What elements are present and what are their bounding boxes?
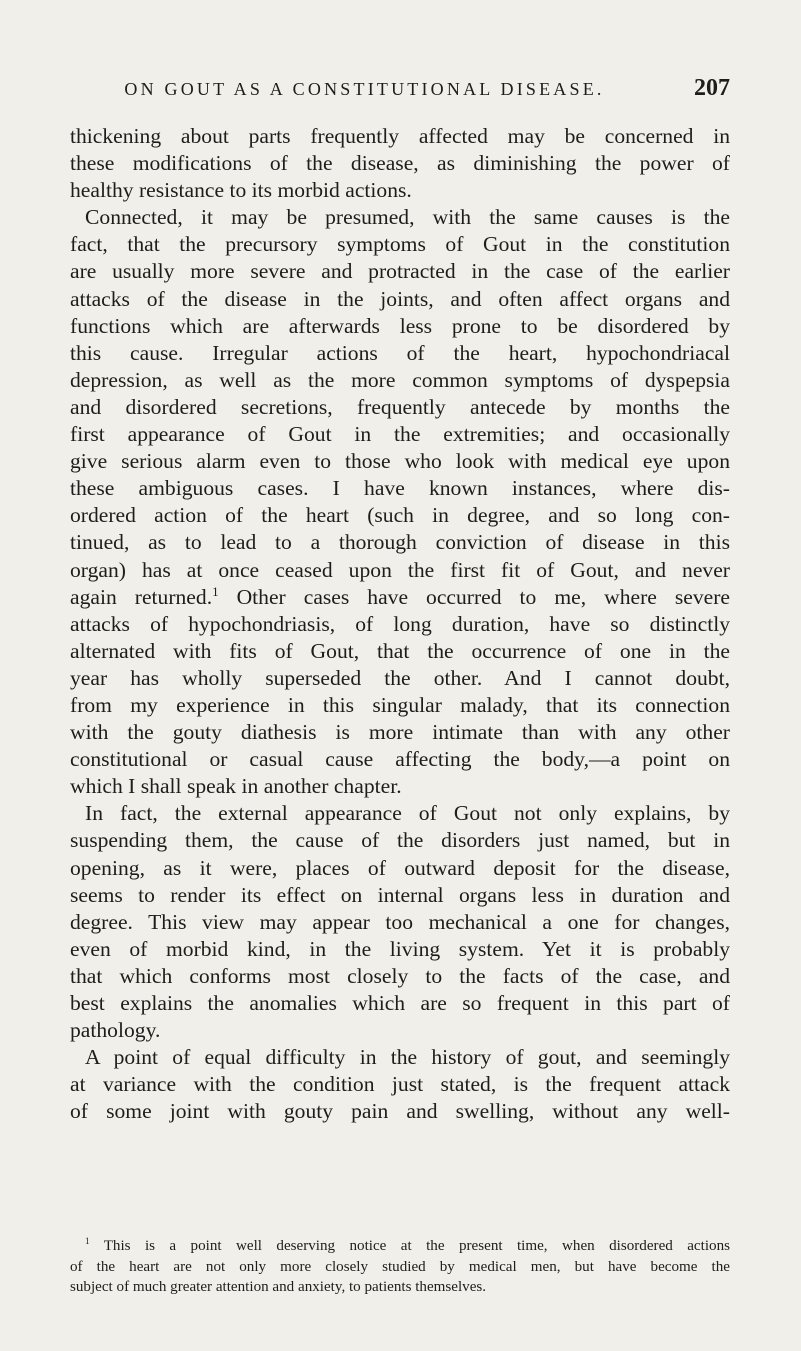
text-line: of some joint with gouty pain and swelling, without any well- [70, 1099, 730, 1124]
text-line: healthy resistance to its morbid actions. [70, 178, 412, 203]
text-line: that which conforms most closely to the facts of the case, and [70, 963, 730, 988]
text-line: these modifications of the disease, as diminishing the power of [70, 151, 730, 176]
text-line: depression, as well as the more common symptoms of dyspepsia [70, 367, 730, 392]
text-line: first appearance of Gout in the extremities; and occasionally [70, 422, 730, 447]
text-line: constitutional or casual cause affecting the body,—a point on [70, 747, 730, 772]
footnote-line: subject of much greater attention and anxiety, to patients themselves. [70, 1279, 487, 1295]
running-title: ON GOUT AS A CONSTITUTIONAL DISEASE. [124, 79, 605, 99]
text-line: give serious alarm even to those who look with medical eye upon [70, 449, 730, 474]
text-segment: again returned. [70, 584, 213, 609]
text-line: ordered action of the heart (such in degree, and so long con- [70, 503, 730, 528]
text-line: opening, as it were, places of outward deposit for the disease, [70, 855, 730, 880]
footnote-text: This is a point well deserving notice at the present time, when disordered actions [103, 1238, 730, 1254]
footnote [70, 1236, 730, 1298]
text-line: functions which are afterwards less prone to be disordered by [70, 313, 730, 338]
page-number: 207 [694, 75, 730, 101]
footnote-reference: 1 [212, 583, 219, 599]
text-line: fact, that the precursory symptoms of Gout in the constitution [70, 232, 730, 257]
text-line: and disordered secretions, frequently antecede by months the [70, 394, 730, 419]
text-line: alternated with fits of Gout, that the occurrence of one in the [70, 638, 730, 663]
footnote-line [70, 1236, 730, 1257]
running-header [72, 72, 730, 106]
footnote-line: of the heart are not only more closely studied by medical men, but have become the [70, 1258, 730, 1275]
text-line-with-footnote-ref [70, 584, 730, 611]
text-line: even of morbid kind, in the living system. Yet it is probably [70, 936, 730, 961]
text-line: attacks of hypochondriasis, of long duration, have so distinctly [70, 611, 730, 636]
text-line: degree. This view may appear too mechanical a one for changes, [70, 909, 730, 934]
footnote-marker: 1 [85, 1235, 90, 1246]
text-line: best explains the anomalies which are so frequent in this part of [70, 991, 730, 1015]
text-line: these ambiguous cases. I have known instances, where dis- [70, 476, 730, 501]
text-line: with the gouty diathesis is more intimate than with any other [70, 720, 730, 745]
text-segment: Other cases have occurred to me, where severe [236, 584, 730, 609]
text-line: at variance with the condition just stated, is the frequent attack [70, 1072, 730, 1097]
text-line: attacks of the disease in the joints, and often affect organs and [70, 286, 730, 311]
text-line: tinued, as to lead to a thorough conviction of disease in this [70, 530, 730, 555]
text-line: this cause. Irregular actions of the heart, hypochondriacal [70, 340, 730, 365]
text-line: Connected, it may be presumed, with the same causes is the [85, 205, 730, 230]
text-line: which I shall speak in another chapter. [70, 774, 402, 799]
text-line: In fact, the external appearance of Gout not only explains, by [85, 801, 730, 826]
text-line: pathology. [70, 1018, 161, 1043]
text-line: year has wholly superseded the other. And I cannot doubt, [70, 665, 730, 690]
text-line: are usually more severe and protracted in the case of the earlier [70, 259, 730, 284]
text-line: from my experience in this singular malady, that its connection [70, 692, 730, 717]
text-line: A point of equal difficulty in the history of gout, and seemingly [85, 1045, 730, 1070]
text-line: suspending them, the cause of the disorders just named, but in [70, 828, 730, 853]
body-text [70, 123, 730, 1125]
text-line: thickening about parts frequently affected may be concerned in [70, 124, 730, 148]
text-line: seems to render its effect on internal organs less in duration and [70, 882, 730, 907]
text-line: organ) has at once ceased upon the first fit of Gout, and never [70, 557, 730, 582]
